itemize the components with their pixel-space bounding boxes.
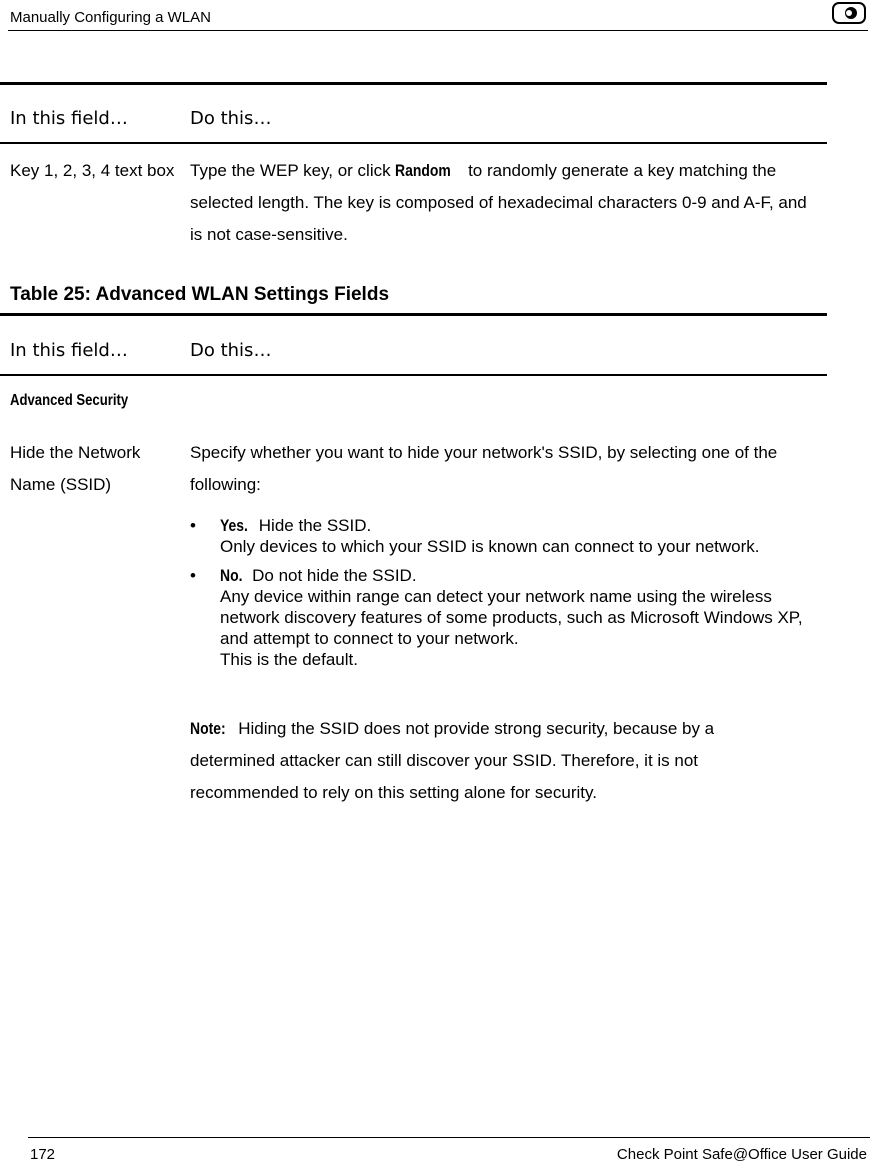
column-header-action: Do this… — [190, 108, 272, 129]
table-top-rule — [0, 313, 827, 316]
field-name-hide-ssid: Hide the Network Name (SSID) — [10, 443, 141, 494]
page-number: 172 — [30, 1146, 56, 1163]
random-button-label: Random — [395, 161, 452, 180]
option-description: Any device within range can detect your network name using the wireless network discovery features of some products, such as Microsoft Windows XP, and attempt to connect to your network. — [220, 587, 803, 648]
option-description: Only devices to which your SSID is known can connect to your network. — [220, 537, 760, 556]
bullet-icon: • — [190, 516, 196, 535]
footer-rule — [28, 1137, 870, 1138]
field-name-key-text-box: Key 1, 2, 3, 4 text box — [10, 161, 175, 180]
section-heading-text: Advanced Security — [10, 392, 129, 409]
check-point-logo-icon — [832, 2, 866, 24]
option-label: Yes. — [220, 516, 248, 535]
option-default-note: This is the default. — [220, 650, 358, 669]
note-text: Hiding the SSID does not provide strong security, because by a determined attacker can still discover your SSID. Therefore, it is not recommended to rely on this setting alone for security. — [190, 719, 715, 802]
column-header-action: Do this… — [190, 340, 272, 361]
note-paragraph — [190, 713, 790, 809]
bullet-icon: • — [190, 566, 196, 585]
section-heading — [10, 392, 154, 410]
list-item — [190, 515, 810, 557]
footer-guide-title: Check Point Safe@Office User Guide — [616, 1146, 867, 1163]
option-list — [190, 515, 810, 678]
list-item — [190, 565, 810, 670]
table-header-rule — [0, 374, 827, 376]
description-text: Type the WEP key, or click — [190, 161, 391, 180]
option-title: Do not hide the SSID. — [252, 566, 417, 585]
header-rule — [8, 30, 868, 31]
running-header-title: Manually Configuring a WLAN — [10, 9, 211, 26]
note-label: Note: — [190, 719, 226, 738]
option-label: No. — [220, 566, 243, 585]
option-title: Hide the SSID. — [258, 516, 372, 535]
field-description-intro: Specify whether you want to hide your network's SSID, by selecting one of the following: — [190, 443, 778, 494]
table-header-rule — [0, 142, 827, 144]
table-top-rule — [0, 82, 827, 85]
column-header-field: In this field… — [10, 108, 128, 129]
description-text: to randomly generate a key matching the selected length. The key is composed of hexadecimal characters 0-9 and A-F, and is not case-sensitive. — [190, 161, 807, 244]
table-caption: Table 25: Advanced WLAN Settings Fields — [10, 284, 390, 305]
column-header-field: In this field… — [10, 340, 128, 361]
field-description-key — [190, 155, 815, 251]
